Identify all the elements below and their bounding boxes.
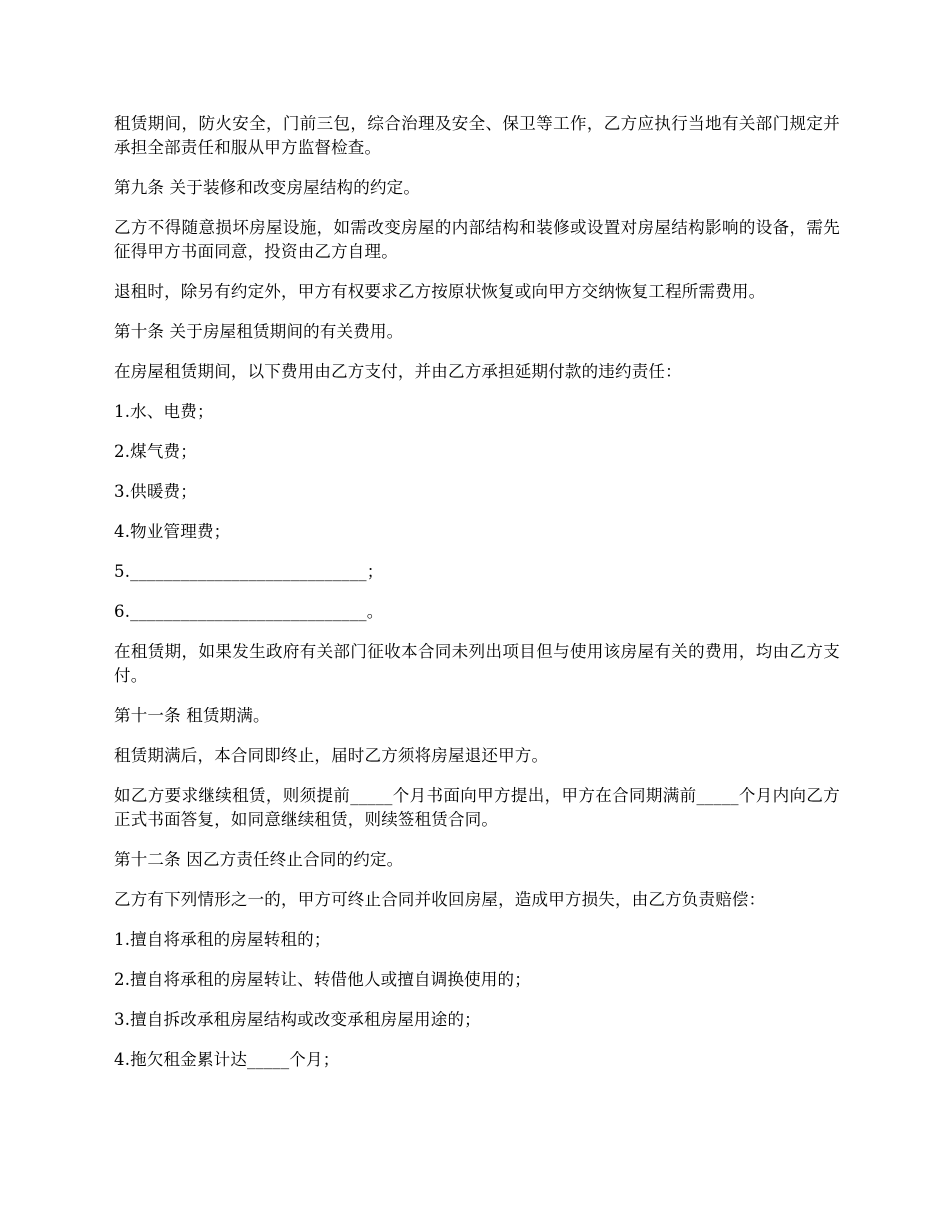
list-item: 2.煤气费； <box>114 442 197 461</box>
paragraph-renewal: 如乙方要求继续租赁，则须提前_____个月书面向甲方提出，甲方在合同期满前_____个月内向乙方正式书面答复，如同意继续租赁，则续签租赁合同。 <box>114 786 840 829</box>
clause-10-heading: 第十条 关于房屋租赁期间的有关费用。 <box>114 322 404 341</box>
list-item: 3.擅自拆改承租房屋结构或改变承租房屋用途的； <box>114 1010 481 1029</box>
paragraph-no-damage: 乙方不得随意损坏房屋设施，如需改变房屋的内部结构和装修或设置对房屋结构影响的设备，需先征得甲方书面同意，投资由乙方自理。 <box>114 218 840 261</box>
paragraph-lease-end: 租赁期满后，本合同即终止，届时乙方须将房屋退还甲方。 <box>114 746 549 765</box>
list-item: 6.____________________________。 <box>114 602 384 621</box>
list-item: 3.供暖费； <box>114 482 197 501</box>
paragraph-fire-safety: 租赁期间，防火安全，门前三包，综合治理及安全、保卫等工作，乙方应执行当地有关部门规定并承担全部责任和服从甲方监督检查。 <box>114 114 840 157</box>
list-item: 2.擅自将承租的房屋转让、转借他人或擅自调换使用的； <box>114 970 531 989</box>
paragraph-termination-intro: 乙方有下列情形之一的，甲方可终止合同并收回房屋，造成甲方损失，由乙方负责赔偿： <box>114 890 766 909</box>
paragraph-gov-fees: 在租赁期，如果发生政府有关部门征收本合同未列出项目但与使用该房屋有关的费用，均由乙方支付。 <box>114 642 840 685</box>
list-item: 5.____________________________； <box>114 562 384 581</box>
list-item: 1.水、电费； <box>114 402 214 421</box>
list-item: 4.物业管理费； <box>114 522 231 541</box>
list-item: 1.擅自将承租的房屋转租的； <box>114 930 331 949</box>
paragraph-fees-intro: 在房屋租赁期间，以下费用由乙方支付，并由乙方承担延期付款的违约责任： <box>114 362 682 381</box>
paragraph-restore: 退租时，除另有约定外，甲方有权要求乙方按原状恢复或向甲方交纳恢复工程所需费用。 <box>114 282 766 301</box>
clause-11-heading: 第十一条 租赁期满。 <box>114 706 270 725</box>
list-item: 4.拖欠租金累计达_____个月； <box>114 1050 340 1069</box>
clause-12-heading: 第十二条 因乙方责任终止合同的约定。 <box>114 850 404 869</box>
clause-9-heading: 第九条 关于装修和改变房屋结构的约定。 <box>114 178 421 197</box>
